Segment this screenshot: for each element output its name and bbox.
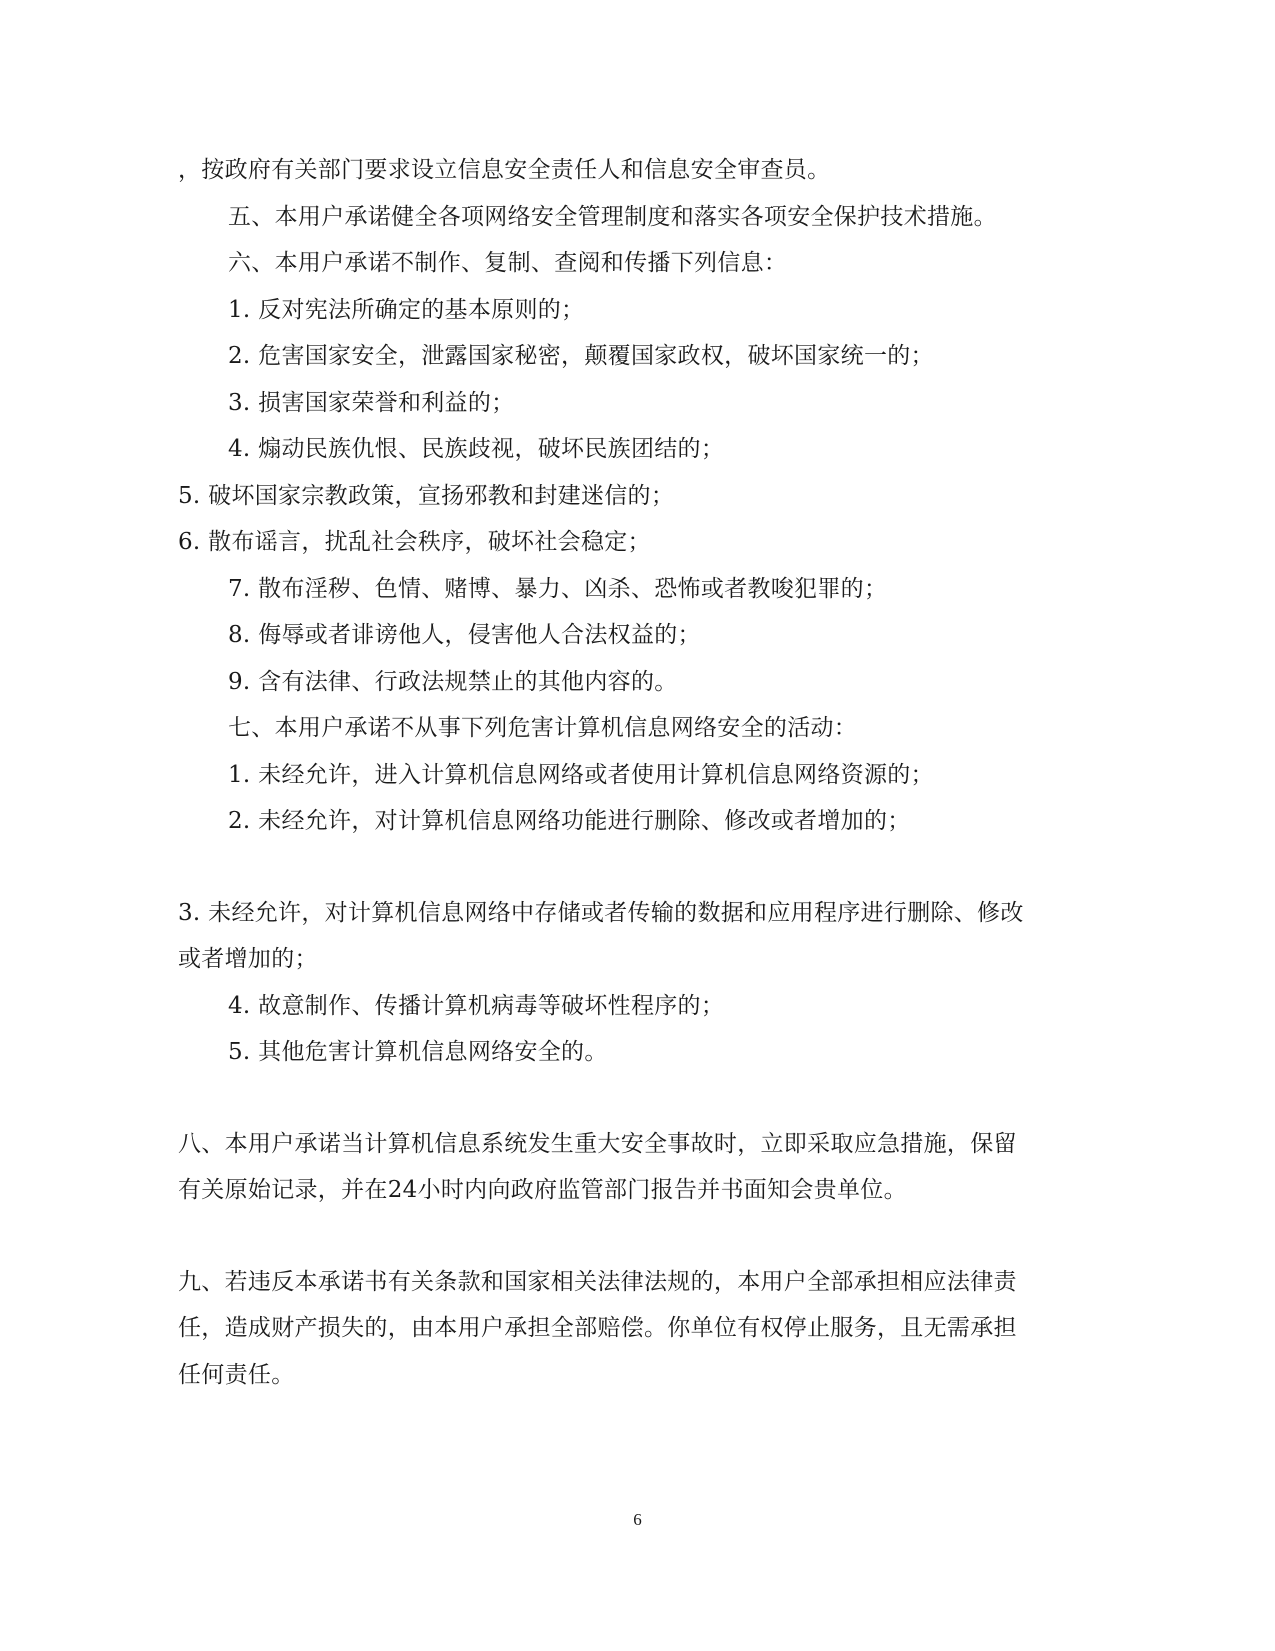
list-item: 4. 煽动民族仇恨、民族歧视，破坏民族团结的； xyxy=(228,436,725,462)
clause-7: 七、本用户承诺不从事下列危害计算机信息网络安全的活动： xyxy=(228,715,858,741)
page-number: 6 xyxy=(633,1510,642,1529)
list-item: 3. 损害国家荣誉和利益的； xyxy=(228,390,515,416)
list-item: 3. 未经允许，对计算机信息网络中存储或者传输的数据和应用程序进行删除、修改 xyxy=(178,900,1024,926)
clause-6: 六、本用户承诺不制作、复制、查阅和传播下列信息： xyxy=(228,250,788,276)
list-item-continuation: 或者增加的； xyxy=(178,946,318,972)
list-item: 6. 散布谣言，扰乱社会秩序，破坏社会稳定； xyxy=(178,529,651,555)
clause-9: 九、若违反本承诺书有关条款和国家相关法律法规的，本用户全部承担相应法律责 xyxy=(178,1269,1017,1295)
list-item: 7. 散布淫秽、色情、赌博、暴力、凶杀、恐怖或者教唆犯罪的； xyxy=(228,576,888,602)
list-item: 8. 侮辱或者诽谤他人，侵害他人合法权益的； xyxy=(228,622,701,648)
clause-8-continuation: 有关原始记录，并在24小时内向政府监管部门报告并书面知会贵单位。 xyxy=(178,1177,907,1203)
list-item: 5. 破坏国家宗教政策，宣扬邪教和封建迷信的； xyxy=(178,483,675,509)
clause-9-continuation: 任，造成财产损失的，由本用户承担全部赔偿。你单位有权停止服务，且无需承担 xyxy=(178,1315,1017,1341)
clause-9-continuation: 任何责任。 xyxy=(178,1362,295,1388)
list-item: 1. 未经允许，进入计算机信息网络或者使用计算机信息网络资源的； xyxy=(228,762,934,788)
list-item: 5. 其他危害计算机信息网络安全的。 xyxy=(228,1039,608,1065)
clause-8: 八、本用户承诺当计算机信息系统发生重大安全事故时，立即采取应急措施，保留 xyxy=(178,1131,1017,1157)
text-line: ，按政府有关部门要求设立信息安全责任人和信息安全审查员。 xyxy=(178,157,831,183)
list-item: 9. 含有法律、行政法规禁止的其他内容的。 xyxy=(228,669,678,695)
list-item: 2. 危害国家安全，泄露国家秘密，颠覆国家政权，破坏国家统一的； xyxy=(228,343,934,369)
clause-5: 五、本用户承诺健全各项网络安全管理制度和落实各项安全保护技术措施。 xyxy=(228,204,997,230)
list-item: 4. 故意制作、传播计算机病毒等破坏性程序的； xyxy=(228,993,725,1019)
list-item: 2. 未经允许，对计算机信息网络功能进行删除、修改或者增加的； xyxy=(228,808,911,834)
list-item: 1. 反对宪法所确定的基本原则的； xyxy=(228,297,585,323)
